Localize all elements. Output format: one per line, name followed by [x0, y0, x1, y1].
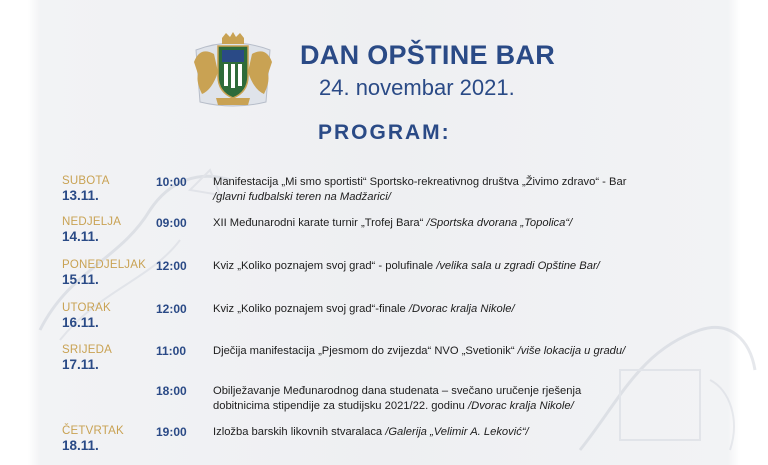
event-text-line-2: [213, 399, 713, 414]
coat-of-arms-icon: [188, 32, 278, 110]
event-day-date: 15.11.: [62, 272, 99, 287]
event-description: [213, 384, 713, 413]
event-location: /glavni fudbalski teren na Madžarici/: [213, 190, 391, 203]
event-location: /više lokacija u gradu/: [517, 345, 626, 357]
event-location: /velika sala u zgradi Opštine Bar/: [436, 260, 600, 272]
event-text-line-1: [213, 302, 713, 317]
event-title: Izložba barskih likovnih stvaralaca: [213, 426, 386, 438]
event-title: Kviz „Koliko poznajem svoj grad“ - polufinale: [213, 260, 437, 272]
event-text-line-1: [213, 259, 713, 274]
event-title: Dječija manifestacija „Pjesmom do zvijezda“ NVO „Svetionik“: [213, 345, 518, 357]
event-day: SRIJEDA: [62, 344, 112, 356]
event-day-date: 17.11.: [62, 357, 99, 372]
event-text-line-1: [213, 425, 713, 440]
event-time: 11:00: [156, 344, 187, 358]
event-location: /Dvorac kralja Nikole/: [468, 399, 574, 412]
event-day: NEDJELJA: [62, 216, 122, 228]
event-time: 19:00: [156, 425, 187, 439]
event-title: XII Međunarodni karate turnir „Trofej Bara“: [213, 217, 427, 229]
event-time: 18:00: [156, 384, 187, 398]
event-title: Kviz „Koliko poznajem svoj grad“-finale: [213, 303, 409, 315]
event-description: [213, 259, 713, 274]
event-day-date: 14.11.: [62, 229, 99, 244]
event-title: Manifestacija „Mi smo sportisti“ Sportsko-rekreativnog društva „Živimo zdravo“ - Bar: [213, 176, 627, 188]
event-description: [213, 425, 713, 440]
event-text-line-2: [213, 190, 713, 205]
event-description: [213, 216, 713, 231]
header: [0, 30, 768, 110]
event-title: Obilježavanje Međunarodnog dana studenata – svečano uručenje rješenja: [213, 385, 582, 397]
event-location: /Sportska dvorana „Topolica“/: [426, 217, 573, 229]
event-day: PONEDJELJAK: [62, 259, 147, 271]
program-heading: PROGRAM:: [318, 121, 451, 144]
event-time: 12:00: [156, 302, 187, 316]
page-title: DAN OPŠTINE BAR: [300, 40, 556, 70]
event-date: 24. novembar 2021.: [319, 75, 515, 100]
event-day: SUBOTA: [62, 175, 110, 187]
event-day-date: 18.11.: [62, 438, 99, 453]
event-text-line-1: [213, 384, 713, 399]
event-text-line-1: [213, 175, 713, 190]
event-time: 12:00: [156, 259, 187, 273]
event-text-line-1: [213, 216, 713, 231]
event-description: [213, 302, 713, 317]
event-time: 10:00: [156, 175, 187, 189]
event-day: UTORAK: [62, 302, 111, 314]
event-title-continued: dobitnicima stipendije za studijsku 2021/22. godinu: [213, 399, 468, 412]
event-text-line-1: [213, 344, 713, 359]
event-day: ČETVRTAK: [62, 425, 124, 437]
event-location: /Galerija „Velimir A. Leković“/: [385, 426, 529, 438]
event-description: [213, 344, 713, 359]
event-day-date: 13.11.: [62, 188, 99, 203]
event-description: [213, 175, 713, 204]
event-day-date: 16.11.: [62, 315, 99, 330]
event-location: /Dvorac kralja Nikole/: [408, 303, 515, 315]
event-time: 09:00: [156, 216, 187, 230]
